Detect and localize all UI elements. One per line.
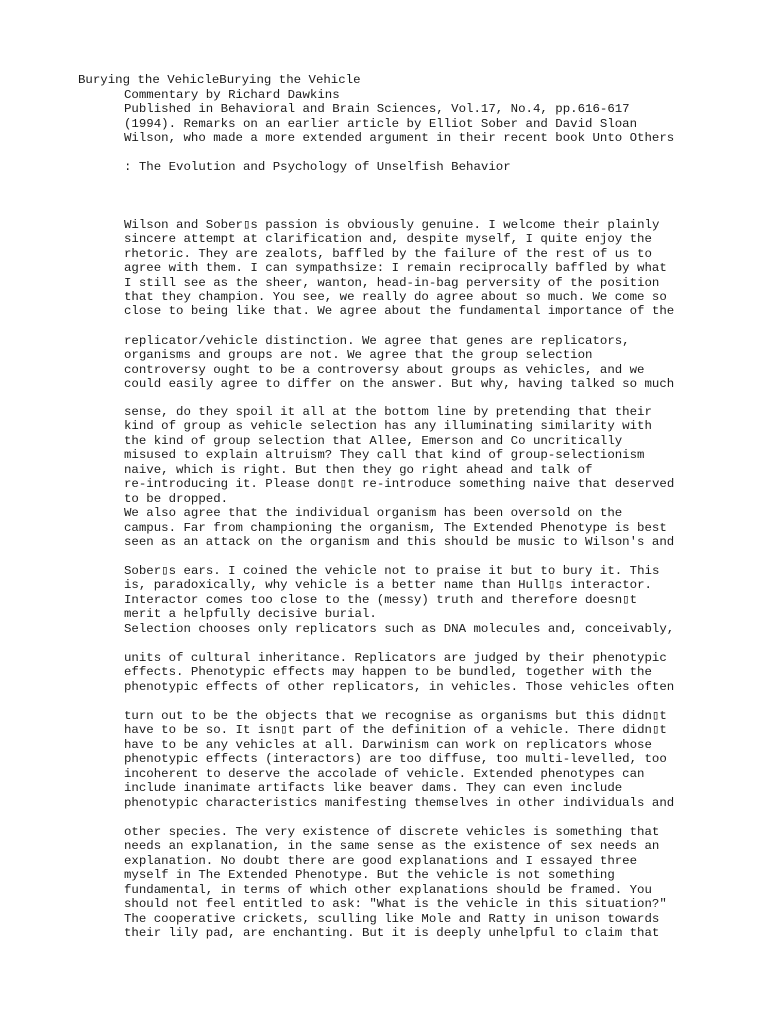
- body-line: agree with them. I can sympathsize: I remain reciprocally baffled by what: [124, 261, 667, 275]
- body-line: other species. The very existence of discrete vehicles is something that: [124, 825, 660, 839]
- header-line: Commentary by Richard Dawkins: [124, 88, 340, 102]
- body-line: incoherent to deserve the accolade of vehicle. Extended phenotypes can: [124, 767, 645, 781]
- body-line: naive, which is right. But then they go right ahead and talk of: [124, 463, 593, 477]
- body-line: Selection chooses only replicators such as DNA molecules and, conceivably,: [124, 622, 675, 636]
- body-line: Interactor comes too close to the (messy) truth and therefore doesn▯t: [124, 593, 638, 607]
- header-line: Wilson, who made a more extended argument in their recent book Unto Others: [124, 131, 675, 145]
- body-line: phenotypic effects of other replicators, in vehicles. Those vehicles often: [124, 680, 675, 694]
- header-line: Published in Behavioral and Brain Sciences, Vol.17, No.4, pp.616-617: [124, 102, 630, 116]
- body-line: their lily pad, are enchanting. But it is deeply unhelpful to claim that: [124, 926, 660, 940]
- body-line: We also agree that the individual organism has been oversold on the: [124, 506, 623, 520]
- body-line: include inanimate artifacts like beaver dams. They can even include: [124, 781, 623, 795]
- body-line: explanation. No doubt there are good explanations and I essayed three: [124, 854, 638, 868]
- body-line: close to being like that. We agree about the fundamental importance of the: [124, 304, 675, 318]
- body-line: phenotypic effects (interactors) are too diffuse, too multi-levelled, too: [124, 752, 667, 766]
- body-line: I still see as the sheer, wanton, head-in-bag perversity of the position: [124, 276, 660, 290]
- header-line: (1994). Remarks on an earlier article by Elliot Sober and David Sloan: [124, 117, 638, 131]
- body-line: the kind of group selection that Allee, Emerson and Co uncritically: [124, 434, 623, 448]
- header-line: : The Evolution and Psychology of Unselfish Behavior: [124, 160, 511, 174]
- body-line: campus. Far from championing the organism, The Extended Phenotype is best: [124, 521, 667, 535]
- body-line: turn out to be the objects that we recognise as organisms but this didn▯t: [124, 709, 667, 723]
- body-line: sense, do they spoil it all at the bottom line by pretending that their: [124, 405, 652, 419]
- body-line: organisms and groups are not. We agree that the group selection: [124, 348, 593, 362]
- body-line: misused to explain altruism? They call that kind of group-selectionism: [124, 448, 645, 462]
- body-line: have to be so. It isn▯t part of the definition of a vehicle. There didn▯t: [124, 723, 667, 737]
- body-line: phenotypic characteristics manifesting themselves in other individuals and: [124, 796, 675, 810]
- body-line: myself in The Extended Phenotype. But the vehicle is not something: [124, 868, 615, 882]
- body-line: needs an explanation, in the same sense as the existence of sex needs an: [124, 839, 660, 853]
- body-line: The cooperative crickets, sculling like Mole and Ratty in unison towards: [124, 912, 660, 926]
- body-line: kind of group as vehicle selection has any illuminating similarity with: [124, 419, 652, 433]
- body-line: sincere attempt at clarification and, despite myself, I quite enjoy the: [124, 232, 652, 246]
- body-line: effects. Phenotypic effects may happen to be bundled, together with the: [124, 665, 652, 679]
- body-line: Wilson and Sober▯s passion is obviously genuine. I welcome their plainly: [124, 218, 660, 232]
- document-title: Burying the VehicleBurying the Vehicle: [78, 73, 361, 87]
- body-line: have to be any vehicles at all. Darwinism can work on replicators whose: [124, 738, 652, 752]
- body-line: could easily agree to differ on the answer. But why, having talked so much: [124, 377, 675, 391]
- body-line: fundamental, in terms of which other explanations should be framed. You: [124, 883, 652, 897]
- body-line: rhetoric. They are zealots, baffled by the failure of the rest of us to: [124, 247, 652, 261]
- body-line: seen as an attack on the organism and this should be music to Wilson's and: [124, 535, 675, 549]
- body-line: should not feel entitled to ask: "What is the vehicle in this situation?": [124, 897, 667, 911]
- body-line: that they champion. You see, we really do agree about so much. We come so: [124, 290, 667, 304]
- body-line: Sober▯s ears. I coined the vehicle not to praise it but to bury it. This: [124, 564, 660, 578]
- body-line: replicator/vehicle distinction. We agree that genes are replicators,: [124, 334, 630, 348]
- body-line: controversy ought to be a controversy about groups as vehicles, and we: [124, 363, 645, 377]
- body-line: units of cultural inheritance. Replicators are judged by their phenotypic: [124, 651, 667, 665]
- body-line: merit a helpfully decisive burial.: [124, 607, 377, 621]
- body-line: to be dropped.: [124, 492, 229, 506]
- body-line: re-introducing it. Please don▯t re-introduce something naive that deserved: [124, 477, 675, 491]
- body-line: is, paradoxically, why vehicle is a better name than Hull▯s interactor.: [124, 578, 652, 592]
